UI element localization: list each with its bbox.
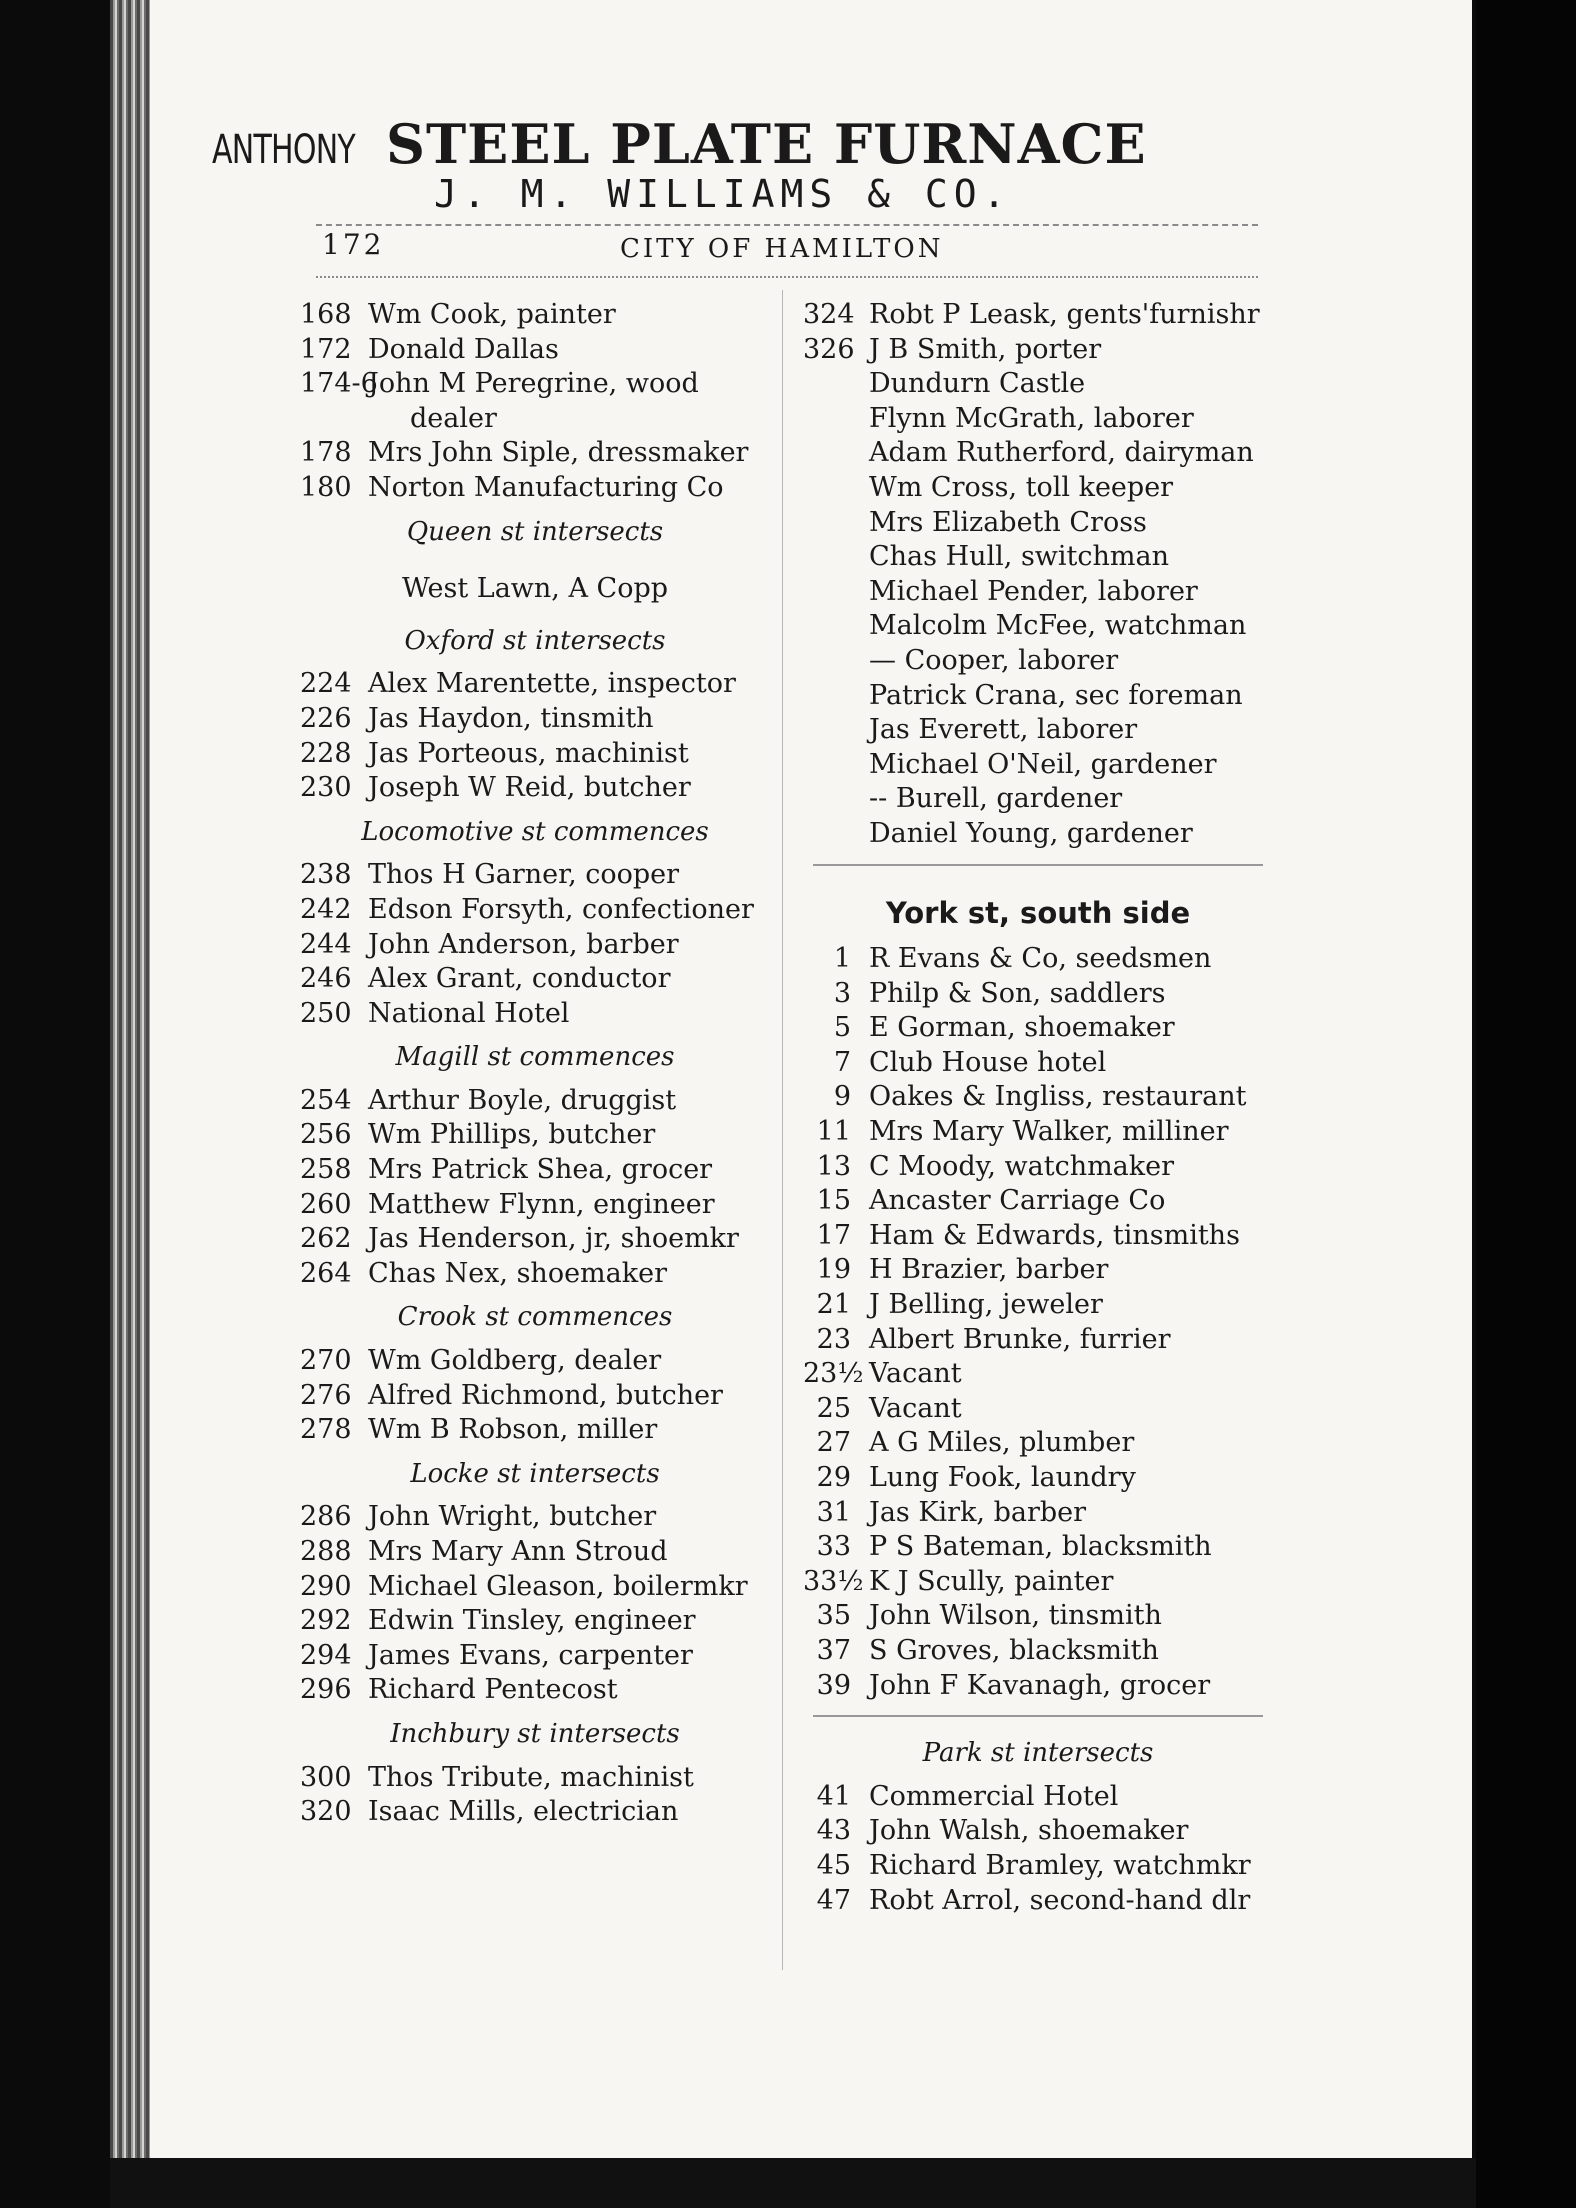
page-title: CITY OF HAMILTON [620, 234, 944, 264]
directory-entry [300, 1188, 770, 1223]
residence-name: West Lawn, A Copp [401, 573, 669, 605]
resident-name: Robt Arrol, second-hand dlr [869, 1884, 1251, 1916]
directory-entry [300, 1379, 770, 1414]
house-number: 35 [816, 1600, 851, 1632]
directory-entry [300, 367, 770, 402]
directory-entry [300, 1413, 770, 1448]
directory-entry: Flynn McGrath, laborer [869, 402, 1194, 434]
directory-entry [803, 977, 1273, 1012]
house-number: 324 [803, 299, 855, 330]
directory-entry [300, 1639, 770, 1674]
directory-entry [300, 1604, 770, 1639]
directory-entry: Michael O'Neil, gardener [869, 748, 1217, 780]
directory-entry: Daniel Young, gardener [869, 817, 1193, 849]
directory-entry [803, 1115, 1273, 1150]
directory-entry [300, 928, 770, 963]
resident-name: Arthur Boyle, druggist [368, 1084, 677, 1116]
directory-entry [803, 1599, 1273, 1634]
resident-name: S Groves, blacksmith [869, 1634, 1159, 1666]
resident-name: Thos Tribute, machinist [368, 1761, 694, 1793]
directory-entry [300, 771, 770, 806]
directory-entry [300, 1222, 770, 1257]
house-number: 178 [300, 437, 352, 469]
ad-product: STEEL PLATE FURNACE [386, 112, 1147, 176]
house-number: 174-6 [300, 368, 378, 400]
directory-entry [300, 667, 770, 702]
house-number: 45 [816, 1849, 851, 1881]
section-rule [813, 864, 1263, 866]
directory-entry [803, 1253, 1273, 1288]
ad-company: J. M. WILLIAMS & CO. [434, 172, 1012, 216]
house-number: 43 [816, 1815, 851, 1847]
directory-entry [300, 997, 770, 1032]
directory-entry [300, 702, 770, 737]
resident-name: Mrs Mary Walker, milliner [869, 1116, 1229, 1148]
resident-name: H Brazier, barber [869, 1254, 1109, 1286]
section-rule [813, 1715, 1263, 1717]
directory-entry [300, 1344, 770, 1379]
resident-name: John F Kavanagh, grocer [869, 1669, 1211, 1701]
directory-entry: Dundurn Castle [869, 368, 1086, 400]
street-section-heading: York st, south side [885, 895, 1191, 930]
street-intersection-heading: Crook st commences [397, 1302, 673, 1333]
directory-entry [803, 1150, 1273, 1185]
directory-entry [803, 1565, 1273, 1600]
resident-name: John Anderson, barber [368, 928, 679, 960]
house-number: 41 [816, 1780, 851, 1812]
directory-entry [300, 333, 770, 368]
directory-entry [803, 1184, 1273, 1219]
directory-entry: Patrick Crana, sec foreman [869, 679, 1243, 711]
house-number: 180 [300, 471, 352, 503]
directory-entry [300, 858, 770, 893]
left-column [300, 298, 770, 1830]
resident-name: John Walsh, shoemaker [869, 1815, 1189, 1847]
resident-name: Thos H Garner, cooper [368, 859, 680, 891]
resident-name: James Evans, carpenter [368, 1639, 693, 1671]
resident-name: Albert Brunke, furrier [869, 1323, 1171, 1355]
resident-name: Wm Cook, painter [368, 299, 616, 330]
house-number: 47 [816, 1884, 851, 1916]
house-number: 172 [300, 333, 352, 365]
house-number: 37 [816, 1634, 851, 1666]
house-number: 276 [300, 1379, 352, 1411]
house-number: 258 [300, 1154, 352, 1186]
directory-entry: — Cooper, laborer [869, 644, 1119, 676]
house-number: 31 [816, 1496, 851, 1528]
house-number: 228 [300, 737, 352, 769]
resident-name: Jas Haydon, tinsmith [368, 702, 654, 734]
directory-entry [803, 1357, 1273, 1392]
directory-entry [803, 333, 1273, 368]
house-number: 288 [300, 1536, 352, 1567]
house-number: 224 [300, 668, 352, 700]
directory-entry [803, 1669, 1273, 1704]
directory-entry [803, 1219, 1273, 1254]
resident-name: A G Miles, plumber [869, 1427, 1135, 1459]
entry-continuation: dealer [410, 402, 497, 434]
directory-entry [803, 1496, 1273, 1531]
page-number: 172 [322, 228, 385, 261]
house-number: 242 [300, 893, 352, 925]
house-number: 246 [300, 963, 352, 995]
house-number: 226 [300, 702, 352, 734]
house-number: 286 [300, 1501, 352, 1533]
house-number: 254 [300, 1084, 352, 1116]
directory-entry [300, 1084, 770, 1119]
directory-entry [300, 962, 770, 997]
directory-entry [300, 471, 770, 506]
resident-name: Ham & Edwards, tinsmiths [869, 1219, 1240, 1251]
directory-entry [300, 1535, 770, 1570]
house-number: 21 [816, 1289, 851, 1321]
ad-brand: ANTHONY [212, 127, 355, 173]
directory-entry: Chas Hull, switchman [869, 541, 1170, 573]
house-number: 264 [300, 1257, 352, 1289]
resident-name: Ancaster Carriage Co [869, 1185, 1166, 1217]
resident-name: Robt P Leask, gents'furnishr [869, 299, 1260, 330]
header-rule [316, 224, 1258, 226]
resident-name: K J Scully, painter [869, 1565, 1114, 1597]
house-number: 290 [300, 1570, 352, 1602]
resident-name: Oakes & Ingliss, restaurant [869, 1081, 1247, 1113]
house-number: 33 [816, 1531, 851, 1563]
house-number: 300 [300, 1761, 352, 1793]
scan-border-bottom [110, 2158, 1476, 2208]
street-intersection-heading: Inchbury st intersects [390, 1718, 680, 1749]
house-number: 256 [300, 1119, 352, 1151]
resident-name: Vacant [869, 1358, 962, 1390]
resident-name: Alfred Richmond, butcher [368, 1379, 723, 1411]
directory-entry [803, 1884, 1273, 1919]
resident-name: Isaac Mills, electrician [368, 1796, 679, 1828]
house-number: 270 [300, 1345, 352, 1377]
resident-name: Wm B Robson, miller [368, 1414, 658, 1446]
house-number: 230 [300, 772, 352, 804]
resident-name: Wm Phillips, butcher [368, 1119, 656, 1151]
right-column [803, 298, 1273, 1918]
house-number: 294 [300, 1639, 352, 1671]
book-spine-shadow [110, 0, 150, 2158]
house-number: 3 [833, 977, 851, 1009]
house-number: 25 [816, 1392, 851, 1424]
resident-name: R Evans & Co, seedsmen [869, 943, 1212, 975]
resident-name: Wm Goldberg, dealer [368, 1345, 662, 1377]
directory-entry [803, 1323, 1273, 1358]
directory-entry [803, 1780, 1273, 1815]
resident-name: Jas Porteous, machinist [368, 737, 689, 769]
house-number: 39 [816, 1669, 851, 1701]
resident-name: Edson Forsyth, confectioner [368, 893, 754, 925]
resident-name: E Gorman, shoemaker [869, 1012, 1175, 1044]
directory-entry [300, 1795, 770, 1830]
directory-entry: Jas Everett, laborer [869, 714, 1138, 746]
resident-name: John M Peregrine, wood [368, 368, 699, 400]
house-number: 9 [833, 1081, 851, 1113]
directory-entry [803, 1814, 1273, 1849]
house-number: 326 [803, 333, 855, 365]
resident-name: John Wright, butcher [368, 1501, 657, 1533]
street-intersection-heading: Magill st commences [395, 1042, 675, 1073]
resident-name: Richard Bramley, watchmkr [869, 1849, 1251, 1881]
directory-entry [300, 436, 770, 471]
directory-entry [300, 1153, 770, 1188]
house-number: 15 [816, 1185, 851, 1217]
resident-name: Philp & Son, saddlers [869, 977, 1166, 1009]
directory-entry: Michael Pender, laborer [869, 575, 1198, 607]
resident-name: Commercial Hotel [869, 1780, 1119, 1812]
directory-entry [300, 1118, 770, 1153]
resident-name: Mrs Patrick Shea, grocer [368, 1154, 713, 1186]
resident-name: J Belling, jeweler [869, 1289, 1103, 1321]
house-number: 19 [816, 1254, 851, 1286]
directory-entry [803, 1080, 1273, 1115]
house-number: 1 [833, 943, 851, 975]
house-number: 260 [300, 1188, 352, 1220]
directory-entry [300, 1761, 770, 1796]
column-divider [782, 290, 783, 1970]
directory-entry [803, 1392, 1273, 1427]
resident-name: Michael Gleason, boilermkr [368, 1570, 748, 1602]
resident-name: Lung Fook, laundry [869, 1462, 1136, 1493]
directory-entry: Mrs Elizabeth Cross [869, 506, 1147, 538]
house-number: 262 [300, 1223, 352, 1255]
resident-name: Club House hotel [869, 1046, 1107, 1078]
house-number: 29 [816, 1462, 851, 1493]
resident-name: Jas Kirk, barber [869, 1496, 1087, 1528]
directory-entry: -- Burell, gardener [869, 783, 1123, 815]
directory-entry: Adam Rutherford, dairyman [869, 437, 1254, 469]
street-intersection-heading: Park st intersects [922, 1738, 1154, 1769]
house-number: 238 [300, 859, 352, 891]
resident-name: Richard Pentecost [368, 1674, 618, 1706]
directory-entry [803, 1530, 1273, 1565]
directory-entry [803, 1461, 1273, 1496]
resident-name: National Hotel [368, 997, 570, 1029]
house-number: 11 [816, 1116, 851, 1148]
street-intersection-heading: Queen st intersects [406, 516, 664, 547]
house-number: 23 [816, 1323, 851, 1355]
resident-name: Joseph W Reid, butcher [368, 772, 691, 804]
directory-entry [300, 1570, 770, 1605]
house-number: 320 [300, 1796, 352, 1828]
resident-name: C Moody, watchmaker [869, 1150, 1175, 1182]
directory-entry [803, 298, 1273, 333]
title-rule [316, 276, 1258, 278]
directory-entry [300, 1500, 770, 1535]
resident-name: John Wilson, tinsmith [869, 1600, 1162, 1632]
house-number: 17 [816, 1219, 851, 1251]
directory-entry [803, 1426, 1273, 1461]
house-number: 168 [300, 299, 352, 330]
resident-name: P S Bateman, blacksmith [869, 1531, 1212, 1563]
directory-entry [300, 1257, 770, 1292]
directory-entry [803, 1046, 1273, 1081]
directory-entry [803, 1011, 1273, 1046]
street-intersection-heading: Locomotive st commences [361, 816, 709, 847]
directory-entry [803, 1288, 1273, 1323]
directory-entry [803, 942, 1273, 977]
house-number: 5 [833, 1012, 851, 1044]
scan-border-right [1476, 0, 1576, 2208]
house-number: 23½ [803, 1358, 864, 1390]
resident-name: Jas Henderson, jr, shoemkr [368, 1223, 739, 1255]
directory-entry [803, 1634, 1273, 1669]
directory-entry [300, 298, 770, 333]
house-number: 292 [300, 1605, 352, 1637]
house-number: 278 [300, 1414, 352, 1446]
house-number: 27 [816, 1427, 851, 1459]
resident-name: Donald Dallas [368, 333, 559, 365]
directory-entry: Malcolm McFee, watchman [869, 610, 1247, 642]
street-intersection-heading: Oxford st intersects [404, 625, 666, 656]
resident-name: Vacant [869, 1392, 962, 1424]
directory-entry [300, 1673, 770, 1708]
resident-name: Alex Grant, conductor [368, 963, 671, 995]
resident-name: Mrs Mary Ann Stroud [368, 1536, 668, 1567]
resident-name: J B Smith, porter [869, 333, 1102, 365]
house-number: 244 [300, 928, 352, 960]
house-number: 7 [833, 1046, 851, 1078]
house-number: 250 [300, 997, 352, 1029]
resident-name: Alex Marentette, inspector [368, 668, 736, 700]
directory-entry [300, 893, 770, 928]
resident-name: Norton Manufacturing Co [368, 471, 724, 503]
directory-entry [803, 1849, 1273, 1884]
resident-name: Edwin Tinsley, engineer [368, 1605, 696, 1637]
house-number: 33½ [803, 1565, 864, 1597]
street-intersection-heading: Locke st intersects [410, 1458, 660, 1489]
resident-name: Matthew Flynn, engineer [368, 1188, 715, 1220]
resident-name: Chas Nex, shoemaker [368, 1257, 668, 1289]
advertisement-banner [212, 112, 1262, 216]
resident-name: Mrs John Siple, dressmaker [368, 437, 749, 469]
house-number: 296 [300, 1674, 352, 1706]
directory-entry [300, 737, 770, 772]
directory-entry: Wm Cross, toll keeper [869, 471, 1174, 503]
house-number: 13 [816, 1150, 851, 1182]
